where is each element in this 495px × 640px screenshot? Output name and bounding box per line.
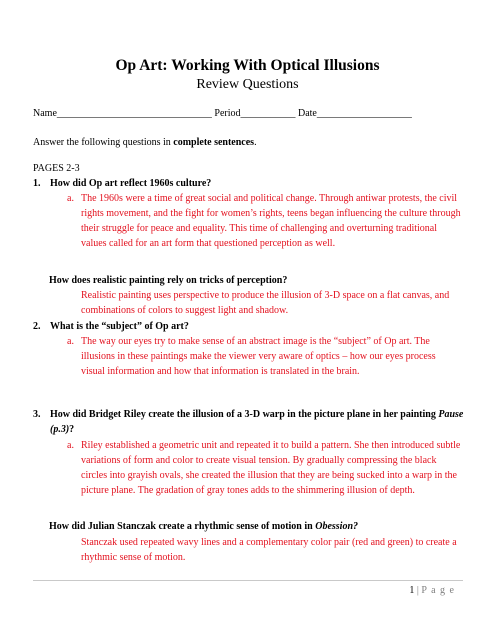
instructions bbox=[33, 137, 463, 149]
instructions-suffix: . bbox=[254, 137, 257, 148]
sub-answer: Stanczak used repeated wavy lines and a complementary color pair (red and green) to create a rhythmic sense of motion. bbox=[81, 537, 457, 563]
question-number: 2. bbox=[33, 321, 41, 332]
page-footer bbox=[409, 585, 455, 597]
artwork-title: Obession? bbox=[315, 521, 359, 532]
instructions-bold: complete sentences bbox=[173, 137, 255, 148]
question-2 bbox=[33, 319, 473, 399]
document-title: Op Art: Working With Optical Illusions bbox=[115, 57, 380, 74]
question-3 bbox=[33, 407, 473, 577]
footer-separator: | bbox=[414, 585, 422, 596]
footer-divider bbox=[33, 580, 463, 581]
answer-text: The 1960s were a time of great social and political change. Through antiwar protests, the civil rights movement, and the fight for women’s rights, teens began influencing the culture through their struggle for peace and equality. This time of challenging and overturning traditional values called for an art form that questioned perception as well. bbox=[81, 193, 461, 249]
question-text-post: ? bbox=[69, 424, 75, 435]
pages-label: PAGES 2-3 bbox=[33, 163, 80, 174]
question-text: What is the “subject” of Op art? bbox=[50, 321, 189, 332]
page-word: P a g e bbox=[421, 585, 455, 596]
answer-text: Riley established a geometric unit and repeated it to build a pattern. She then introduced subtle variations of form and color to create visual tension. By gradually compressing the black circles into grayish ovals, she created the illusion that they are being sucked into a warp in the picture plane. The gradation of gray tones adds to the shimmering illusion of depth. bbox=[81, 440, 461, 496]
document-subtitle: Review Questions bbox=[196, 77, 299, 92]
answer-label: a. bbox=[67, 193, 74, 204]
question-text-pre: How did Bridget Riley create the illusion of a 3-D warp in the picture plane in her painting bbox=[50, 409, 439, 420]
page-number: 1 bbox=[409, 585, 415, 596]
answer-label: a. bbox=[67, 336, 74, 347]
question-number: 1. bbox=[33, 178, 41, 189]
question-text bbox=[50, 407, 470, 437]
instructions-prefix: Answer the following questions in bbox=[33, 137, 174, 148]
answer-text: The way our eyes try to make sense of an abstract image is the “subject” of Op art. The illusions in these paintings make the viewer very aware of optics – how our eyes process visual information and how that information is translated in the brain. bbox=[81, 336, 436, 377]
answer-label: a. bbox=[67, 440, 74, 451]
sub-answer: Realistic painting uses perspective to produce the illusion of 3-D space on a flat canvas, and combinations of colors to suggest light and shadow. bbox=[81, 290, 450, 316]
name-period-date-line: Name_______________________________ Period___________ Date___________________ bbox=[33, 108, 412, 119]
sub-question: How does realistic painting rely on tricks of perception? bbox=[49, 275, 288, 286]
sub-question-pre: How did Julian Stanczak create a rhythmic sense of motion in bbox=[49, 521, 316, 532]
sub-question bbox=[49, 519, 469, 534]
artwork-title: Pause (p.3) bbox=[50, 409, 464, 435]
question-number: 3. bbox=[33, 409, 41, 420]
question-text: How did Op art reflect 1960s culture? bbox=[50, 178, 212, 189]
